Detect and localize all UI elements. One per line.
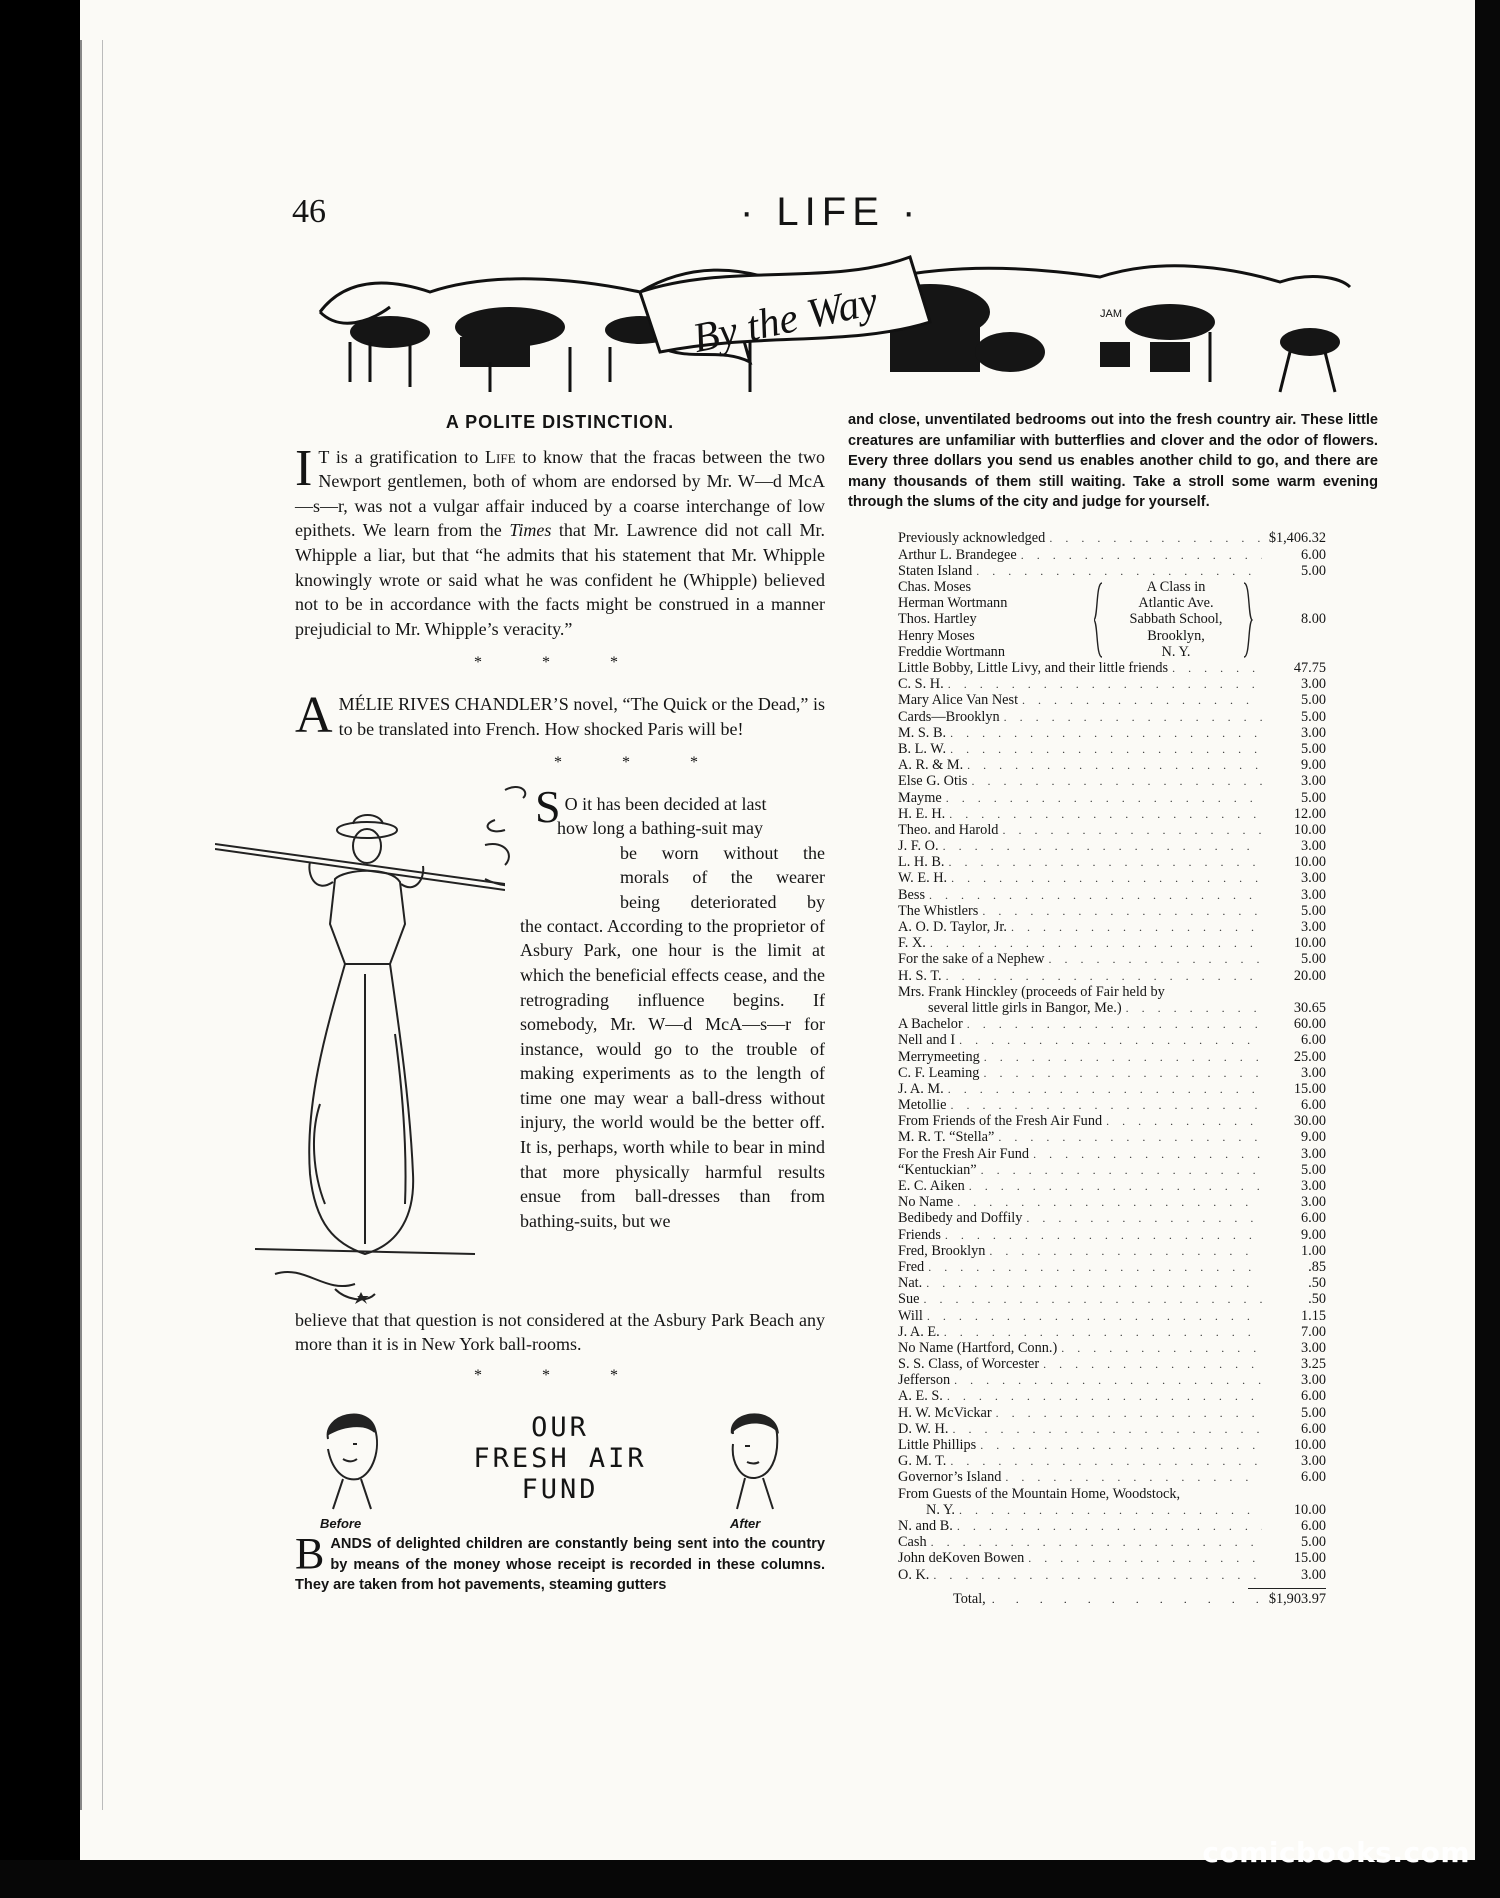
page-edge-lines xyxy=(80,40,103,1810)
ledger-row: N. Y. . . . 10.00 xyxy=(898,1502,1326,1518)
masthead-title: · LIFE · xyxy=(740,190,922,234)
bathing-article-tail: believe that that question is not considered at the Asbury Park Beach any more than it is in New York ball-rooms. xyxy=(295,1309,825,1355)
article-bathing-suit: S O it has been decided at last how long a bathing-suit may be worn without the morals of the wearer being deteriorated by the contact. According to the proprietor of Asbury Park, one hour is the limit at which the beneficial effects cease, and the retrograding influence begins. If somebody, Mr. W—d McA—s—r for instance, would go to the trouble of making experiments as to the length of time one may wear a ball-dress without injury, the world would be the better off. It is, perhaps, worth while to bear in mind that more physically harmful results ensue from ball-dresses than from bathing-suits, but we believe that that question is not considered at the Asbury Park Beach any more than it is in New York ball-rooms. xyxy=(295,792,825,1362)
ledger-row: Little Phillips . . . 10.00 xyxy=(898,1437,1326,1453)
ledger-row: G. M. T. . . . 3.00 xyxy=(898,1453,1326,1469)
boy-before-portrait xyxy=(313,1404,393,1514)
ledger-row: J. A. M. . . . 15.00 xyxy=(898,1081,1326,1097)
ledger-row: several little girls in Bangor, Me.) . . . 30.65 xyxy=(898,1000,1326,1016)
ledger-row: D. W. H. . . . 6.00 xyxy=(898,1421,1326,1437)
caption-before: Before xyxy=(320,1516,362,1532)
ledger-row: M. R. T. “Stella” . . . 9.00 xyxy=(898,1130,1326,1146)
drop-cap: I xyxy=(295,439,313,497)
ledger-row: N. and B. . . . 6.00 xyxy=(898,1518,1326,1534)
ledger-row: Cards—Brooklyn . . . 5.00 xyxy=(898,709,1326,725)
ledger-row: “Kentuckian” . . . 5.00 xyxy=(898,1162,1326,1178)
ledger-row: E. C. Aiken . . . 3.00 xyxy=(898,1178,1326,1194)
ledger-row: Cash . . . 5.00 xyxy=(898,1534,1326,1550)
scan-border-right xyxy=(1475,0,1500,1898)
caption-after: After xyxy=(730,1516,761,1532)
ledger-row: Mary Alice Van Nest . . . 5.00 xyxy=(898,692,1326,708)
ledger-row: H. W. McVickar . . . 5.00 xyxy=(898,1405,1326,1421)
ledger-row: Bedibedy and Doffily . . . 6.00 xyxy=(898,1210,1326,1226)
ledger-row: M. S. B. . . . 3.00 xyxy=(898,725,1326,741)
ledger-row: W. E. H. . . . 3.00 xyxy=(898,871,1326,887)
ledger-row: No Name . . . 3.00 xyxy=(898,1194,1326,1210)
ledger-row: A Bachelor . . . 60.00 xyxy=(898,1016,1326,1032)
drop-cap: A xyxy=(295,686,333,744)
donation-ledger xyxy=(898,531,1326,1607)
ledger-row: A. O. D. Taylor, Jr. . . . 3.00 xyxy=(898,919,1326,935)
banner-title: By the Way xyxy=(688,278,882,363)
ledger-row: Bess . . . 3.00 xyxy=(898,887,1326,903)
ledger-row: Governor’s Island . . . 6.00 xyxy=(898,1469,1326,1485)
ledger-row: Metollie . . . 6.00 xyxy=(898,1097,1326,1113)
drop-cap: B xyxy=(295,1529,325,1579)
article-title: A POLITE DISTINCTION. xyxy=(445,412,675,432)
ledger-row: Theo. and Harold . . . 10.00 xyxy=(898,822,1326,838)
fresh-air-fund-title: OUR FRESH AIR FUND xyxy=(473,1412,647,1506)
ledger-row: For the Fresh Air Fund . . . 3.00 xyxy=(898,1146,1326,1162)
ledger-row: For the sake of a Nephew . . . 5.00 xyxy=(898,951,1326,967)
ledger-row: Friends . . . 9.00 xyxy=(898,1227,1326,1243)
ledger-row: S. S. Class, of Worcester . . . 3.25 xyxy=(898,1356,1326,1372)
ledger-row: C. F. Leaming . . . 3.00 xyxy=(898,1065,1326,1081)
ledger-row: Nell and I . . . 6.00 xyxy=(898,1032,1326,1048)
total-amount: $1,903.97 xyxy=(1268,1590,1326,1607)
section-divider: * * * xyxy=(474,1366,646,1384)
ledger-row: H. S. T. . . . 20.00 xyxy=(898,968,1326,984)
ledger-row: John deKoven Bowen . . . 15.00 xyxy=(898,1550,1326,1566)
ledger-row: Else G. Otis . . . 3.00 xyxy=(898,773,1326,789)
ledger-row: H. E. H. . . . 12.00 xyxy=(898,806,1326,822)
right-column xyxy=(848,410,1378,1607)
ledger-row: A. E. S. . . . 6.00 xyxy=(898,1389,1326,1405)
ledger-row: J. A. E. . . . 7.00 xyxy=(898,1324,1326,1340)
watermark: comicbooks.com xyxy=(1202,1836,1470,1869)
bathing-lady-illustration xyxy=(215,774,505,1314)
section-divider: * * * xyxy=(554,754,726,772)
total-label: Total, xyxy=(953,1590,986,1607)
drop-cap: S xyxy=(535,780,561,832)
ledger-row: From Friends of the Fresh Air Fund . . . 30.00 xyxy=(898,1113,1326,1129)
fresh-air-fund-text-continued: and close, unventilated bedrooms out into the fresh country air. These little creatures are unfamiliar with butterflies and clover and the odor of flowers. Every three dollars you send us enables another child to go, and there are many thousands of them still waiting. Take a stroll some warm evening through the slums of the city and judge for yourself. xyxy=(848,412,1378,510)
ledger-row: Nat. . . . .50 xyxy=(898,1275,1326,1291)
ledger-row: O. K. . . . 3.00 xyxy=(898,1567,1326,1583)
fresh-air-fund-text: BANDS of delighted children are constantly being sent into the country by means of the money whose receipt is recorded in these columns. They are taken from hot pavements, steaming gutters xyxy=(295,1529,825,1594)
left-column xyxy=(295,410,825,1596)
ledger-row: L. H. B. . . . 10.00 xyxy=(898,854,1326,870)
section-divider: * * * xyxy=(474,654,646,672)
banner-signature: JAM xyxy=(1100,308,1122,320)
ledger-row: Fred . . . .85 xyxy=(898,1259,1326,1275)
fresh-air-fund-header xyxy=(295,1404,825,1534)
ledger-row: Jefferson . . . 3.00 xyxy=(898,1372,1326,1388)
ledger-row: J. F. O. . . . 3.00 xyxy=(898,838,1326,854)
ledger-row: Little Bobby, Little Livy, and their little friends . . . 47.75 xyxy=(898,660,1326,676)
article-amelie-rives: AMÉLIE RIVES CHANDLER’S novel, “The Quick or the Dead,” is to be translated into French. How shocked Paris will be! xyxy=(295,686,825,744)
ledger-row: Mayme . . . 5.00 xyxy=(898,790,1326,806)
ledger-row: Mrs. Frank Hinckley (proceeds of Fair held by xyxy=(898,983,1165,1000)
page-number: 46 xyxy=(292,193,326,230)
ledger-row: Staten Island . . . 5.00 xyxy=(898,563,1326,579)
ledger-row: Arthur L. Brandegee . . . 6.00 xyxy=(898,547,1326,563)
ledger-row: Merrymeeting . . . 25.00 xyxy=(898,1049,1326,1065)
ledger-row: The Whistlers . . . 5.00 xyxy=(898,903,1326,919)
times-name: Times xyxy=(509,520,552,541)
ledger-row: C. S. H. . . . 3.00 xyxy=(898,676,1326,692)
article-polite-distinction: I T is a gratification to Life to know that the fracas between the two Newport gentlemen, both of whom are endorsed by Mr. W—d McA—s—r, was not a vulgar affair induced by a coarse interchange of low epithets. We learn from the Times that Mr. Lawrence did not call Mr. Whipple a liar, but that “he admits that his statement that Mr. Whipple knowingly wrote or said what he was confident he (Whipple) believed not to be in accordance with the facts might be construed in a manner prejudicial to Mr. Whipple’s veracity.” xyxy=(295,439,826,639)
ledger-group-sabbath-school: Chas. Moses Herman Wortmann Thos. Hartley Henry Moses Freddie Wortmann A Class in Atlantic Ave. Sabbath School, Brooklyn, N. Y. 8.00 xyxy=(898,579,1326,660)
ledger-row: Sue . . . .50 xyxy=(898,1291,1326,1307)
by-the-way-banner-illustration xyxy=(310,252,1360,402)
ledger-row: From Guests of the Mountain Home, Woodstock, xyxy=(898,1485,1181,1502)
ledger-row: Fred, Brooklyn . . . 1.00 xyxy=(898,1243,1326,1259)
life-name: Life xyxy=(485,446,516,467)
boy-after-portrait xyxy=(715,1404,795,1514)
bathing-article-body: the contact. According to the proprietor of Asbury Park, one hour is the limit at which the beneficial effects cease, and the retrograding influence begins. If somebody, Mr. W—d McA—s—r for instance, would go to the trouble of making experiments as to the length of time one may wear a ball-dress without injury, the world would be the better off. It is, perhaps, worth while to bear in mind that more physically harmful results ensue from ball-dresses than from bathing-suits, but we xyxy=(520,915,825,1231)
ledger-row: B. L. W. . . . 5.00 xyxy=(898,741,1326,757)
ledger-row: Previously acknowledged . . . $1,406.32 xyxy=(898,531,1326,547)
ledger-row: A. R. & M. . . . 9.00 xyxy=(898,757,1326,773)
ledger-row: F. X. . . . 10.00 xyxy=(898,935,1326,951)
ledger-total-row xyxy=(898,1591,1326,1607)
ledger-row: Will . . . 1.15 xyxy=(898,1308,1326,1324)
ledger-row: No Name (Hartford, Conn.) . . . 3.00 xyxy=(898,1340,1326,1356)
